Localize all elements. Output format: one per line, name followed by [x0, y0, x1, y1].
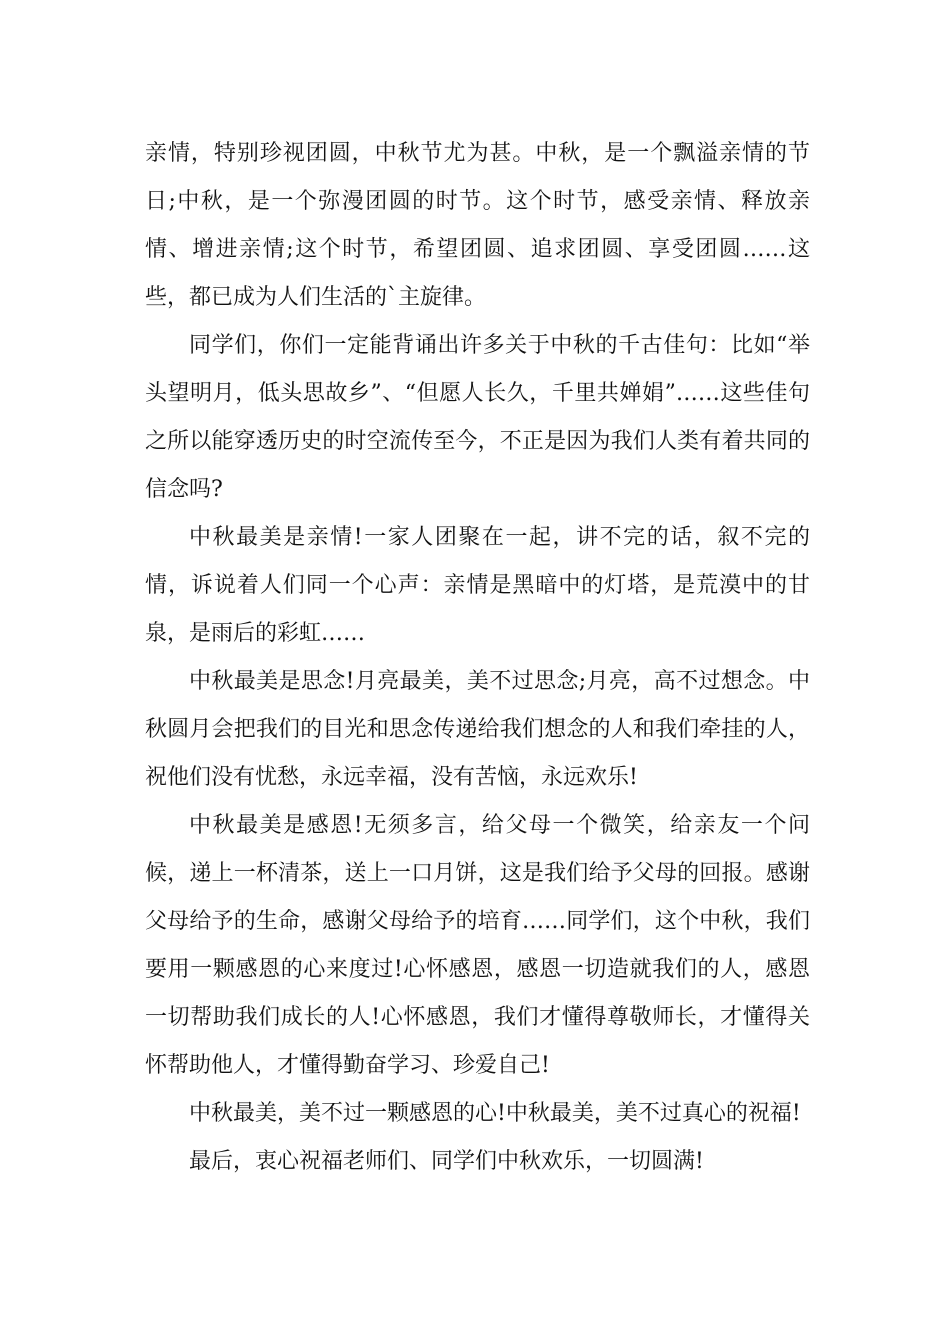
paragraph-longing: 中秋最美是思念!月亮最美，美不过思念;月亮，高不过想念。中秋圆月会把我们的目光和思念传递给我们想念的人和我们牵挂的人，祝他们没有忧愁，永远幸福，没有苦恼，永远欢乐! — [145, 669, 810, 790]
paragraph-gratitude: 中秋最美是感恩!无须多言，给父母一个微笑，给亲友一个问候，递上一杯清茶，送上一口月饼，这是我们给予父母的回报。感谢父母给予的生命，感谢父母给予的培育……同学们，这个中秋，我们要用一颗感恩的心来度过!心怀感恩，感恩一切造就我们的人，感恩一切帮助我们成长的人!心怀感恩，我们才懂得尊敬师长，才懂得关怀帮助他人，才懂得勤奋学习、珍爱自己! — [145, 813, 810, 1078]
paragraph-classic-verses: 同学们，你们一定能背诵出许多关于中秋的千古佳句：比如“举头望明月，低头思故乡”、“但愿人长久，千里共婵娟”……这些佳句之所以能穿透历史的时空流传至今，不正是因为我们人类有着共同的信念吗? — [145, 333, 810, 502]
paragraph-family-reunion: 亲情，特别珍视团圆，中秋节尤为甚。中秋，是一个飘溢亲情的节日;中秋，是一个弥漫团圆的时节。这个时节，感受亲情、释放亲情、增进亲情;这个时节，希望团圆、追求团圆、享受团圆……这些，都已成为人们生活的`主旋律。 — [145, 141, 810, 310]
paragraph-family-love: 中秋最美是亲情!一家人团聚在一起，讲不完的话，叙不完的情，诉说着人们同一个心声：亲情是黑暗中的灯塔，是荒漠中的甘泉，是雨后的彩虹…… — [145, 525, 810, 646]
paragraph-blessing: 中秋最美，美不过一颗感恩的心!中秋最美，美不过真心的祝福! — [189, 1101, 801, 1126]
document-body — [145, 130, 810, 1186]
paragraph-closing: 最后，衷心祝福老师们、同学们中秋欢乐，一切圆满! — [189, 1149, 704, 1174]
